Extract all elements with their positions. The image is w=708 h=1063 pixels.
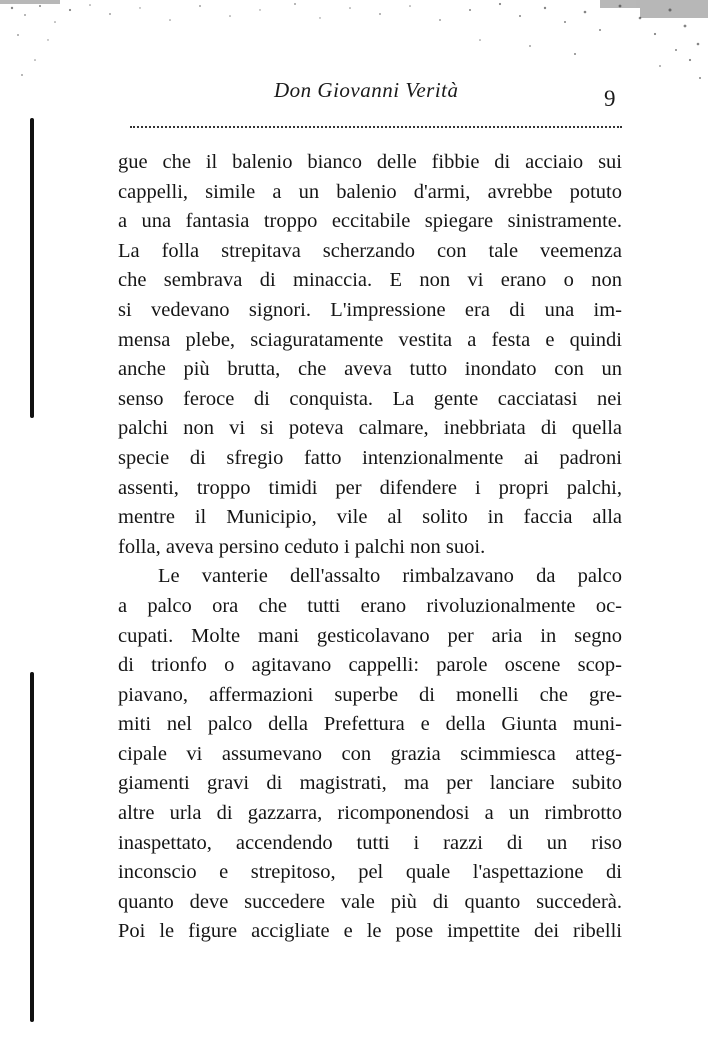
text-line: inconscio e strepitoso, pel quale l'aspettazione di bbox=[118, 861, 622, 884]
text-line: a una fantasia troppo eccitabile spiegare sinistramente. bbox=[118, 210, 622, 233]
text-line: altre urla di gazzarra, ricomponendosi a un rimbrotto bbox=[118, 802, 622, 825]
text-line: che sembrava di minaccia. E non vi erano o non bbox=[118, 269, 622, 292]
binding-shadow-lower bbox=[30, 672, 34, 1022]
text-line: La folla strepitava scherzando con tale veemenza bbox=[118, 239, 622, 262]
text-line: inaspettato, accendendo tutti i razzi di un riso bbox=[118, 831, 622, 854]
text-line: a palco ora che tutti erano rivoluzionalmente oc- bbox=[118, 594, 622, 617]
text-line: mentre il Municipio, vile al solito in faccia alla bbox=[118, 506, 622, 529]
text-line: Le vanterie dell'assalto rimbalzavano da palco bbox=[158, 565, 622, 588]
text-line: senso feroce di conquista. La gente cacciatasi nei bbox=[118, 387, 622, 410]
binding-shadow-upper bbox=[30, 118, 34, 418]
text-line: cupati. Molte mani gesticolavano per aria in segno bbox=[118, 624, 622, 647]
text-line: piavano, affermazioni superbe di monelli che gre- bbox=[118, 683, 622, 706]
text-line: quanto deve succedere vale più di quanto succederà. bbox=[118, 890, 622, 913]
text-line: specie di sfregio fatto intenzionalmente ai padroni bbox=[118, 446, 622, 469]
text-line: miti nel palco della Prefettura e della Giunta muni- bbox=[118, 713, 622, 736]
text-line: palchi non vi si poteva calmare, inebbriata di quella bbox=[118, 417, 622, 440]
header-rule bbox=[130, 126, 622, 128]
text-line: giamenti gravi di magistrati, ma per lanciare subito bbox=[118, 772, 622, 795]
text-line: mensa plebe, sciaguratamente vestita a festa e quindi bbox=[118, 328, 622, 351]
text-line: cappelli, simile a un balenio d'armi, avrebbe potuto bbox=[118, 180, 622, 203]
text-line: si vedevano signori. L'impressione era di una im- bbox=[118, 298, 622, 321]
text-line: gue che il balenio bianco delle fibbie di acciaio sui bbox=[118, 151, 622, 173]
scan-noise-decoration bbox=[0, 0, 708, 90]
page-body bbox=[118, 148, 622, 947]
text-line: Poi le figure accigliate e le pose impettite dei ribelli bbox=[118, 920, 622, 943]
text-line: cipale vi assumevano con grazia scimmiesca atteg- bbox=[118, 742, 622, 765]
text-line: folla, aveva persino ceduto i palchi non suoi. bbox=[118, 535, 486, 558]
text-line: assenti, troppo timidi per difendere i propri palchi, bbox=[118, 476, 622, 499]
text-line: di trionfo o agitavano cappelli: parole oscene scop- bbox=[118, 654, 622, 677]
page-number: 9 bbox=[604, 86, 616, 111]
text-line: anche più brutta, che aveva tutto inondato con un bbox=[118, 358, 622, 381]
running-head-title: Don Giovanni Verità bbox=[274, 78, 459, 102]
